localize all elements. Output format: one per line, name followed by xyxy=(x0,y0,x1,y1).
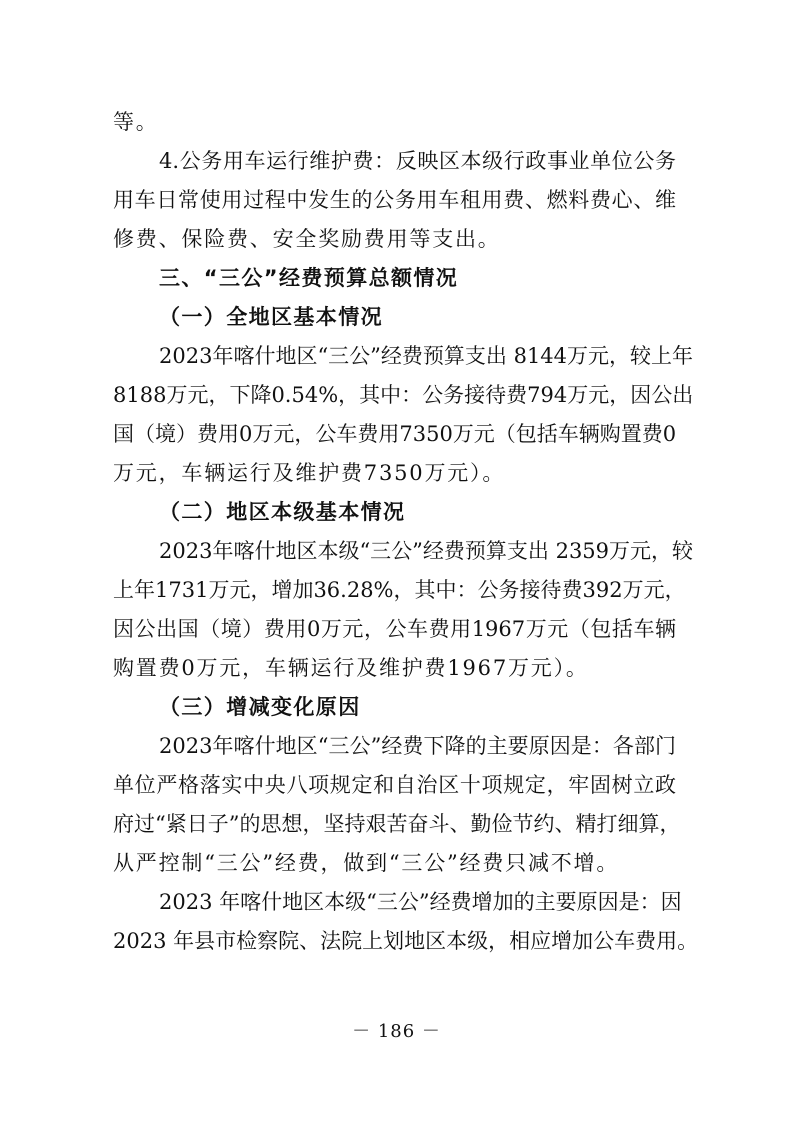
paragraph-line-11: 因公出国（境）费用0万元，公车费用1967万元（包括车辆 xyxy=(113,617,676,641)
paragraph-line-5: 2023年喀什地区“三公”经费预算支出 8144万元，较上年 xyxy=(159,344,694,368)
subsection-heading-2: （二）地区本级基本情况 xyxy=(159,500,406,524)
section-heading: 三、“三公”经费预算总额情况 xyxy=(159,266,459,290)
paragraph-line-17: 2023 年喀什地区本级“三公”经费增加的主要原因是：因 xyxy=(159,890,682,914)
paragraph-line-14: 单位严格落实中央八项规定和自治区十项规定，牢固树立政 xyxy=(113,773,676,797)
paragraph-line-7: 国（境）费用0万元，公车费用7350万元（包括车辆购置费0 xyxy=(113,422,677,446)
paragraph-line-3: 用车日常使用过程中发生的公务用车租用费、燃料费心、维 xyxy=(113,188,676,212)
paragraph-line-18: 2023 年县市检察院、法院上划地区本级，相应增加公车费用。 xyxy=(113,929,699,953)
paragraph-line-16: 从严控制“三公”经费，做到“三公”经费只减不增。 xyxy=(113,851,620,875)
paragraph-line-6: 8188万元，下降0.54%，其中：公务接待费794万元，因公出 xyxy=(113,383,694,407)
paragraph-line-10: 上年1731万元，增加36.28%，其中：公务接待费392万元， xyxy=(113,578,686,602)
paragraph-line-12: 购置费0万元，车辆运行及维护费1967万元）。 xyxy=(113,656,589,680)
paragraph-line-13: 2023年喀什地区“三公”经费下降的主要原因是：各部门 xyxy=(159,734,676,758)
paragraph-line-4: 修费、保险费、安全奖励费用等支出。 xyxy=(113,227,501,251)
paragraph-line-15: 府过“紧日子”的思想，坚持艰苦奋斗、勤俭节约、精打细算， xyxy=(113,812,681,836)
paragraph-line-8: 万元，车辆运行及维护费7350万元）。 xyxy=(113,461,506,485)
subsection-heading-3: （三）增减变化原因 xyxy=(159,695,361,719)
paragraph-line-9: 2023年喀什地区本级“三公”经费预算支出 2359万元，较 xyxy=(159,539,694,563)
subsection-heading-1: （一）全地区基本情况 xyxy=(159,305,383,329)
paragraph-line-1: 等。 xyxy=(113,110,159,134)
page-number: － 186 － xyxy=(352,1021,441,1042)
paragraph-line-2: 4.公务用车运行维护费：反映区本级行政事业单位公务 xyxy=(159,149,676,173)
